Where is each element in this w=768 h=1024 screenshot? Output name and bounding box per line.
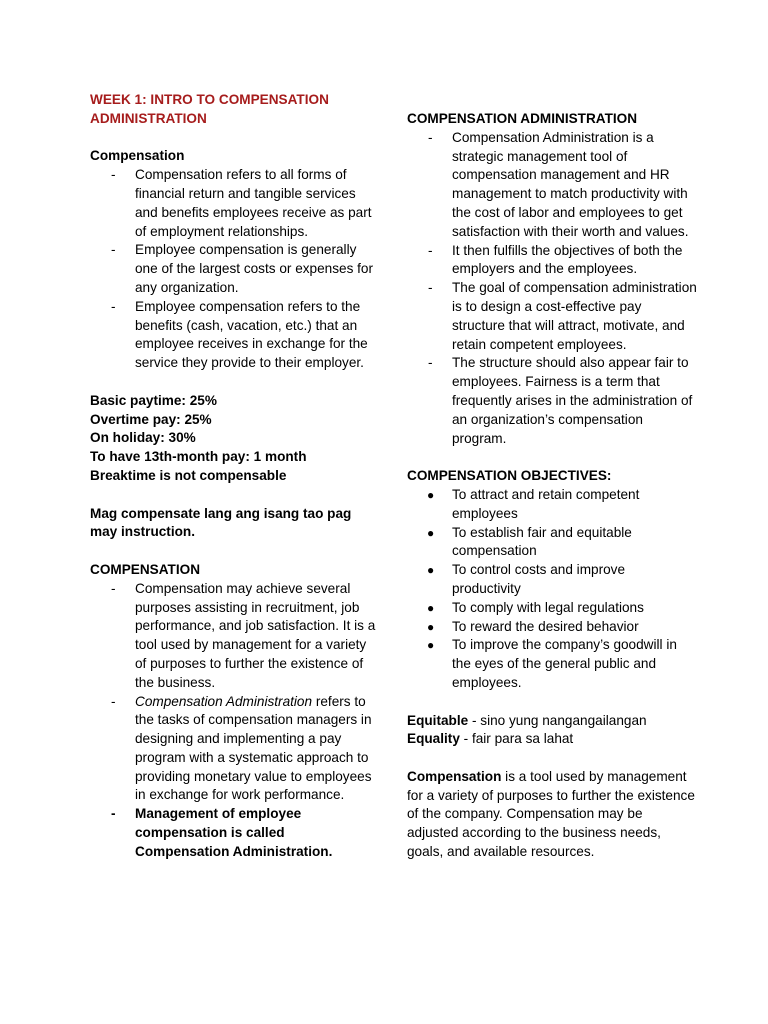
list-item: ● To improve the company’s goodwill in the eyes of the general public and employees.	[427, 637, 677, 690]
dash-marker: -	[111, 693, 116, 709]
dash-marker: -	[111, 580, 116, 596]
dash-marker: -	[111, 298, 116, 314]
dash-marker: -	[428, 280, 433, 296]
pay-line: On holiday: 30%	[90, 430, 196, 446]
list-item: ● To comply with legal regulations	[407, 599, 697, 618]
list-item: ● To attract and retain competent employees	[427, 486, 640, 521]
list-item: - It then fulfills the objectives of both the employers and the employees.	[428, 242, 683, 277]
pay-line: To have 13th-month pay: 1 month	[90, 449, 307, 465]
list-item: ● To establish fair and equitable compensation	[427, 524, 632, 559]
bullet-icon: ●	[427, 563, 435, 578]
right-column	[407, 110, 697, 862]
page-title: WEEK 1: INTRO TO COMPENSATION ADMINISTRATION	[90, 92, 329, 126]
dash-marker: -	[428, 242, 433, 258]
compensation-summary: Compensation is a tool used by management for a variety of purposes to further the existence of the company. Compensation may be adjusted according to the business needs, goals, and available resources.	[407, 768, 695, 860]
compensation-administration-heading: COMPENSATION ADMINISTRATION	[407, 111, 638, 126]
list-item: - Compensation may achieve several purposes assisting in recruitment, job performance, and job satisfaction. It is a tool used by management for a variety of purposes to further the existence of the business.	[111, 580, 376, 690]
compensation-list	[90, 166, 380, 373]
list-item: - The structure should also appear fair to employees. Fairness is a term that frequently arises in the administration of an organization’s compensation program.	[428, 355, 693, 446]
list-item: ● To control costs and improve productivity	[427, 562, 626, 596]
instruction-note: Mag compensate lang ang isang tao pag may instruction.	[90, 505, 352, 540]
equitable-definition: Equitable - sino yung nangangailangan	[407, 712, 647, 728]
dash-marker: -	[111, 242, 116, 258]
dash-marker: -	[111, 806, 116, 822]
dash-marker: -	[111, 167, 116, 183]
bullet-icon: ●	[427, 619, 435, 634]
objectives-heading: COMPENSATION OBJECTIVES:	[407, 468, 612, 484]
bullet-icon: ●	[427, 525, 435, 540]
compensation-section-heading: COMPENSATION	[90, 561, 201, 577]
list-item: - Compensation Administration refers to the tasks of compensation managers in designing and implementing a pay program with a systematic approach to providing monetary value to employees in exchange for work performance.	[111, 693, 372, 803]
list-item: - Compensation refers to all forms of financial return and tangible services and benefits employees receive as part of employment relationships.	[111, 167, 372, 239]
compensation-purpose-list	[90, 580, 380, 862]
list-item: - Employee compensation is generally one of the largest costs or expenses for any organization.	[111, 242, 374, 295]
pay-line: Basic paytime: 25%	[90, 392, 217, 408]
equality-definition: Equality - fair para sa lahat	[407, 731, 574, 747]
bullet-icon: ●	[427, 487, 435, 502]
left-column	[90, 91, 380, 862]
list-item: - Compensation Administration is a strategic management tool of compensation management and HR management to match productivity with the cost of labor and employees to get satisfaction with their worth and values.	[428, 129, 689, 239]
list-item: - The goal of compensation administration is to design a cost-effective pay structure that will attract, motivate, and retain competent employees.	[428, 280, 697, 352]
bullet-icon: ●	[427, 638, 435, 653]
compensation-heading: Compensation	[90, 148, 185, 164]
list-item: - Employee compensation refers to the benefits (cash, vacation, etc.) that an employee receives in exchange for the service they provide to their employer.	[111, 298, 368, 371]
dash-marker: -	[428, 355, 433, 371]
pay-line: Breaktime is not compensable	[90, 467, 287, 483]
italic-term: Compensation Administration	[135, 693, 313, 709]
dash-marker: -	[428, 129, 433, 145]
list-item: - Management of employee compensation is called Compensation Administration.	[111, 806, 333, 859]
objectives-list	[407, 486, 697, 693]
compensation-administration-list	[407, 129, 697, 449]
pay-line: Overtime pay: 25%	[90, 411, 212, 427]
list-item: ● To reward the desired behavior	[407, 618, 697, 637]
bullet-icon: ●	[427, 600, 435, 615]
